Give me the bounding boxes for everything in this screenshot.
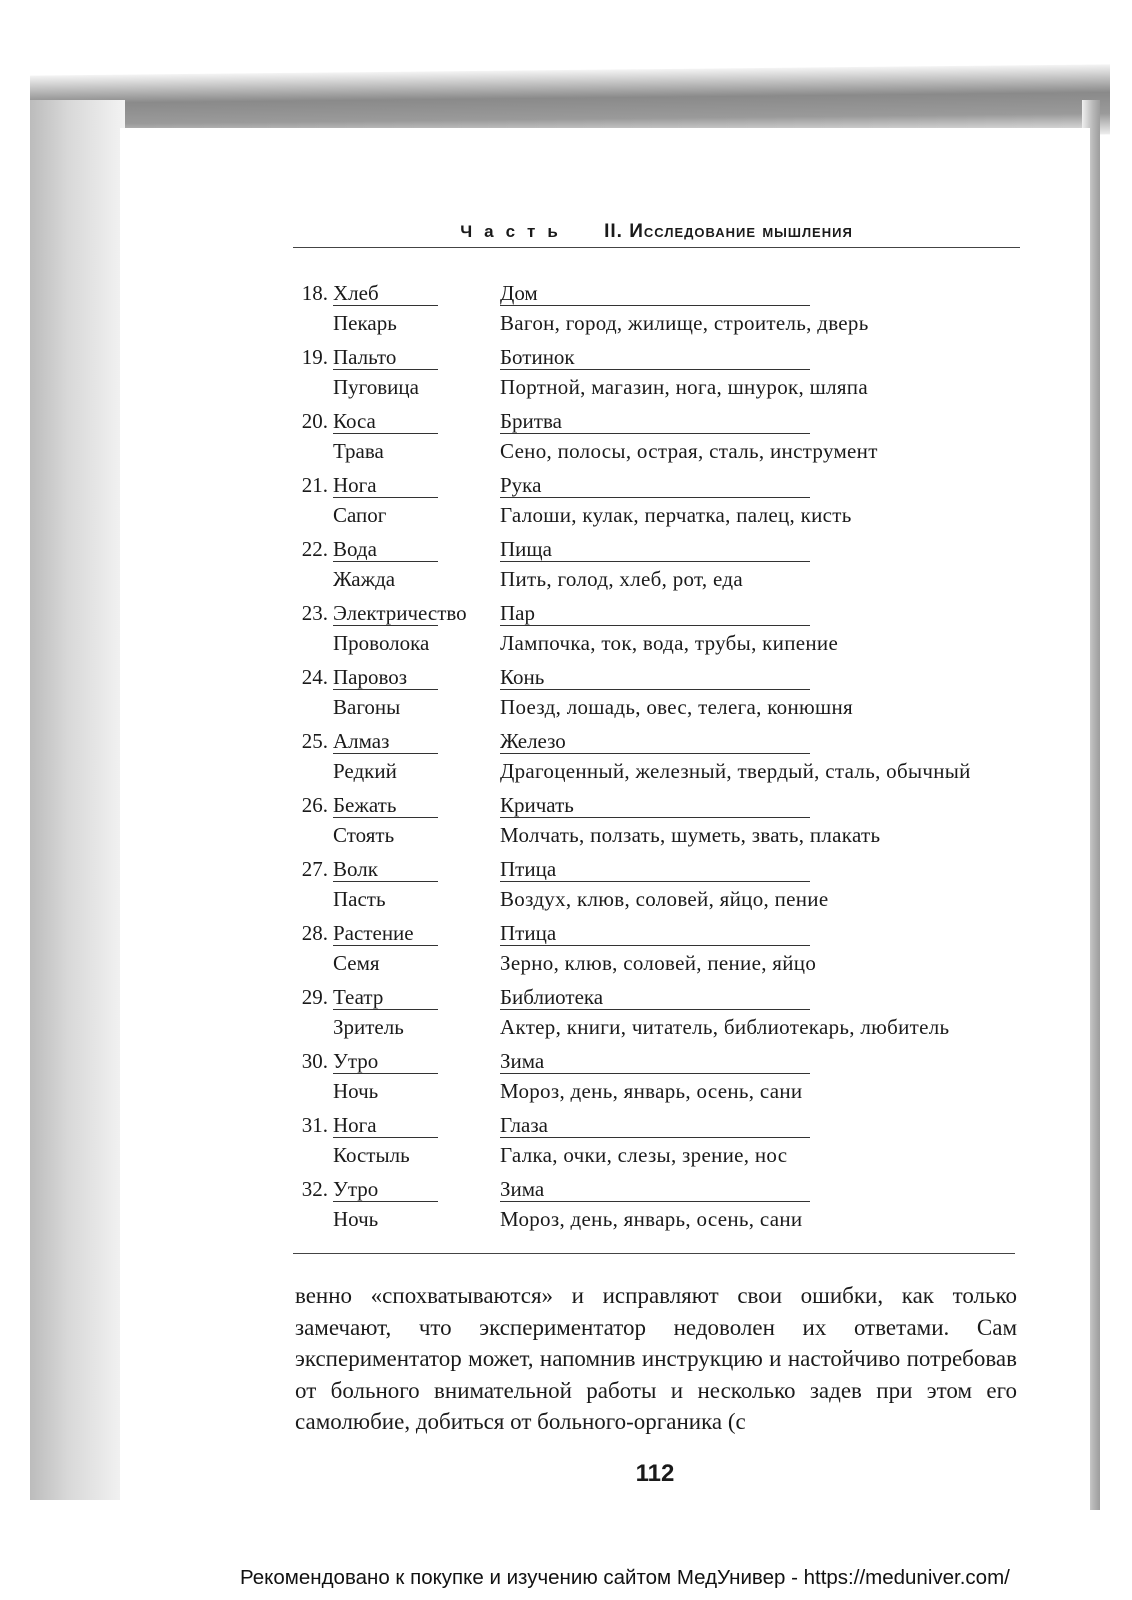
entry-word2: Стоять	[333, 823, 395, 847]
entry-word3: Бритва	[500, 409, 810, 434]
entry-word1: Пальто	[333, 345, 438, 370]
analogy-entry	[0, 1113, 1132, 1177]
analogy-entry	[0, 793, 1132, 857]
entry-options: Мороз, день, январь, осень, сани	[500, 1079, 803, 1103]
entry-word3: Дом	[500, 281, 810, 306]
entry-word1: Утро	[333, 1177, 438, 1202]
entry-word2: Пекарь	[333, 311, 397, 335]
entry-word2: Трава	[333, 439, 384, 463]
entry-word3: Рука	[500, 473, 810, 498]
entry-word1: Хлеб	[333, 281, 438, 306]
entry-number: 24.	[301, 665, 328, 689]
entry-options: Галка, очки, слезы, зрение, нос	[500, 1143, 788, 1167]
entry-word2: Проволока	[333, 631, 430, 655]
entry-word3: Ботинок	[500, 345, 810, 370]
analogy-entry	[0, 473, 1132, 537]
body-text: венно «спохватываются» и исправляют свои ошибки, как только замечают, что экспериментатор недоволен их ответами. Сам экспериментатор может, напомнив инструкцию и настойчиво потребовав от больного внимательной работы и несколько задев при этом его самолюбие, добиться от больного-органика (с	[295, 1283, 1017, 1434]
analogy-entry	[0, 729, 1132, 793]
entry-number: 22.	[301, 537, 328, 561]
entry-options: Актер, книги, читатель, библиотекарь, любитель	[500, 1015, 950, 1039]
entry-word3: Железо	[500, 729, 810, 754]
entry-word1: Вода	[333, 537, 438, 562]
entry-word2: Костыль	[333, 1143, 410, 1167]
analogy-entry	[0, 1177, 1132, 1241]
entry-word1: Волк	[333, 857, 438, 882]
entry-number: 21.	[301, 473, 328, 497]
entry-word2: Вагоны	[333, 695, 401, 719]
entry-word1: Бежать	[333, 793, 438, 818]
entry-word1: Нога	[333, 1113, 438, 1138]
entry-options: Галоши, кулак, перчатка, палец, кисть	[500, 503, 852, 527]
entry-word1: Паровоз	[333, 665, 438, 690]
entry-word1: Алмаз	[333, 729, 438, 754]
running-head-chapter: Часть	[460, 222, 570, 241]
entry-options: Сено, полосы, острая, сталь, инструмент	[500, 439, 878, 463]
analogy-entry	[0, 345, 1132, 409]
entry-word2: Ночь	[333, 1207, 379, 1231]
entry-options: Молчать, ползать, шуметь, звать, плакать	[500, 823, 881, 847]
entry-word2: Жажда	[333, 567, 396, 591]
entry-number: 20.	[301, 409, 328, 433]
entry-number: 26.	[301, 793, 328, 817]
running-head-title: Исследование мышления	[629, 221, 853, 242]
entry-word2: Ночь	[333, 1079, 379, 1103]
entry-word3: Кричать	[500, 793, 810, 818]
entry-number: 31.	[301, 1113, 328, 1137]
entry-options: Лампочка, ток, вода, трубы, кипение	[500, 631, 839, 655]
entry-options: Вагон, город, жилище, строитель, дверь	[500, 311, 869, 335]
entry-word3: Пища	[500, 537, 810, 562]
running-head-part: II.	[604, 221, 623, 242]
entry-options: Воздух, клюв, соловей, яйцо, пение	[500, 887, 829, 911]
analogy-entry	[0, 921, 1132, 985]
entry-word3: Птица	[500, 921, 810, 946]
entry-word2: Сапог	[333, 503, 387, 527]
entry-word3: Птица	[500, 857, 810, 882]
entry-number: 28.	[301, 921, 328, 945]
entry-word2: Редкий	[333, 759, 397, 783]
footer-recommendation: Рекомендовано к покупке и изучению сайтом МедУнивер - https://meduniver.com/	[240, 1566, 1010, 1589]
entry-word1: Утро	[333, 1049, 438, 1074]
entry-word1: Театр	[333, 985, 438, 1010]
entry-word3: Зима	[500, 1049, 810, 1074]
analogy-entry	[0, 1049, 1132, 1113]
entry-word1: Коса	[333, 409, 438, 434]
analogy-entry	[0, 409, 1132, 473]
entry-word3: Библиотека	[500, 985, 810, 1010]
page-number: 112	[635, 1460, 675, 1487]
analogy-entry	[0, 601, 1132, 665]
entry-number: 23.	[301, 601, 328, 625]
entry-word2: Пуговица	[333, 375, 419, 399]
entry-options: Поезд, лошадь, овес, телега, конюшня	[500, 695, 853, 719]
entry-options: Мороз, день, январь, осень, сани	[500, 1207, 803, 1231]
entry-word3: Зима	[500, 1177, 810, 1202]
entry-options: Пить, голод, хлеб, рот, еда	[500, 567, 743, 591]
entry-word3: Глаза	[500, 1113, 810, 1138]
entry-word1: Растение	[333, 921, 438, 946]
running-head	[295, 221, 1018, 243]
entry-number: 18.	[301, 281, 328, 305]
entry-number: 29.	[301, 985, 328, 1009]
entry-number: 25.	[301, 729, 328, 753]
entry-options: Портной, магазин, нога, шнурок, шляпа	[500, 375, 868, 399]
entry-word3: Пар	[500, 601, 810, 626]
entry-word3: Конь	[500, 665, 810, 690]
entry-number: 32.	[301, 1177, 328, 1201]
entry-word2: Пасть	[333, 887, 386, 911]
entry-number: 27.	[301, 857, 328, 881]
analogy-entry	[0, 985, 1132, 1049]
analogy-entry	[0, 857, 1132, 921]
analogy-entry	[0, 281, 1132, 345]
header-rule	[293, 247, 1020, 248]
entry-number: 19.	[301, 345, 328, 369]
analogy-entry	[0, 665, 1132, 729]
entry-options: Зерно, клюв, соловей, пение, яйцо	[500, 951, 817, 975]
entry-word1: Электричество	[333, 601, 467, 625]
entry-word2: Зритель	[333, 1015, 404, 1039]
list-end-rule	[293, 1253, 1015, 1254]
body-paragraph	[295, 1280, 1017, 1438]
entry-word1: Нога	[333, 473, 438, 498]
analogy-entry	[0, 537, 1132, 601]
entry-options: Драгоценный, железный, твердый, сталь, обычный	[500, 759, 971, 783]
entry-number: 30.	[301, 1049, 328, 1073]
entry-word2: Семя	[333, 951, 380, 975]
